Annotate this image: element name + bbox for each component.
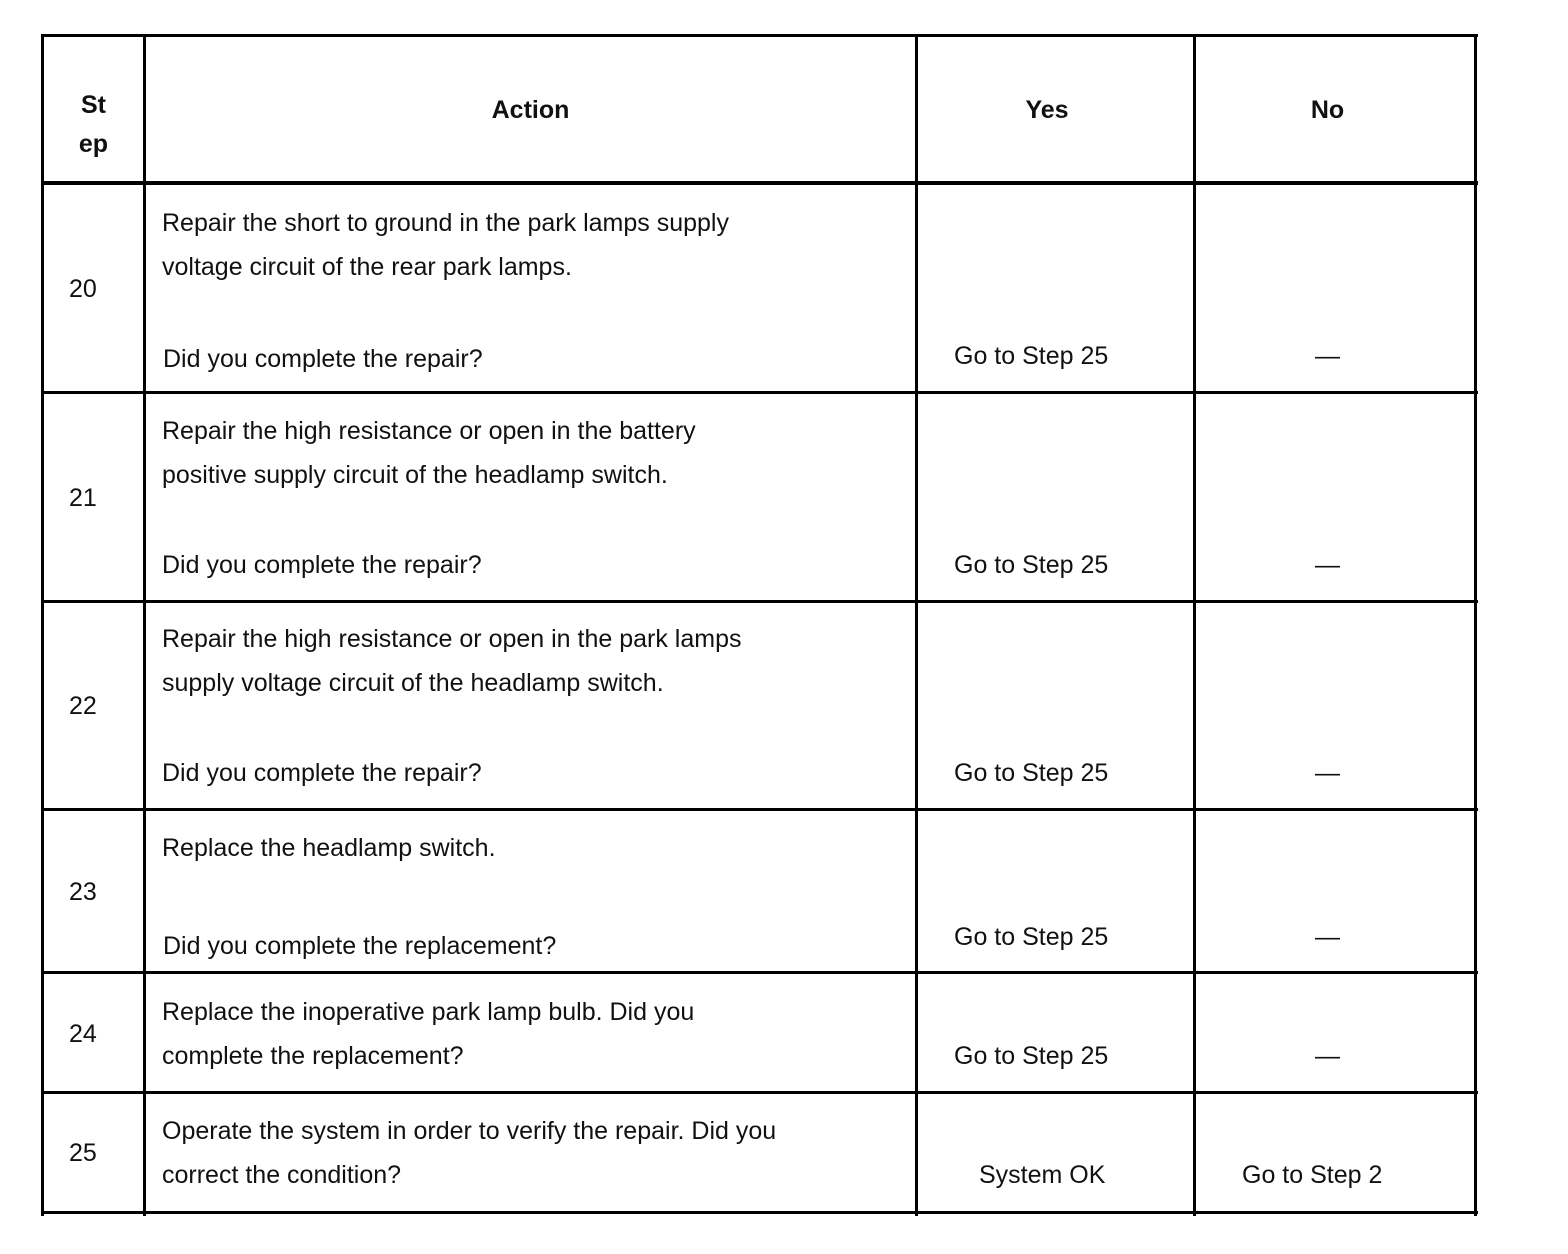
header-divider [41, 181, 1478, 185]
table-border-bottom [41, 1211, 1478, 1214]
table-border-top [41, 34, 1478, 37]
row-divider [41, 391, 1478, 394]
step-number: 24 [69, 1020, 97, 1048]
yes-result: Go to Step 25 [954, 923, 1109, 951]
no-result: — [1315, 759, 1340, 787]
column-divider [915, 35, 918, 1216]
header-step: St ep [78, 91, 109, 158]
yes-result: Go to Step 25 [954, 1042, 1109, 1070]
row-divider [41, 600, 1478, 603]
step-number: 25 [69, 1139, 97, 1167]
yes-result: System OK [979, 1161, 1106, 1189]
action-text: Replace the headlamp switch. [162, 834, 496, 862]
action-text: Repair the short to ground in the park lamps supply voltage circuit of the rear park lamps. [162, 209, 729, 281]
step-number: 22 [69, 692, 97, 720]
no-result: Go to Step 2 [1242, 1161, 1383, 1189]
header-no: No [1310, 96, 1345, 124]
row-divider [41, 1091, 1478, 1094]
header-yes: Yes [1025, 96, 1069, 124]
question-text: Did you complete the repair? [162, 551, 482, 579]
step-number: 20 [69, 275, 97, 303]
column-divider [143, 35, 146, 1216]
no-result: — [1315, 342, 1340, 370]
step-number: 21 [69, 484, 97, 512]
header-action: Action [491, 96, 570, 124]
no-result: — [1315, 1042, 1340, 1070]
question-text: Did you complete the replacement? [163, 932, 557, 960]
action-text: Replace the inoperative park lamp bulb. Did you complete the replacement? [162, 998, 695, 1070]
step-number: 23 [69, 878, 97, 906]
action-text: Repair the high resistance or open in the park lamps supply voltage circuit of the headlamp switch. [162, 625, 742, 697]
yes-result: Go to Step 25 [954, 759, 1109, 787]
action-text: Operate the system in order to verify the repair. Did you correct the condition? [162, 1117, 777, 1189]
row-divider [41, 808, 1478, 811]
yes-result: Go to Step 25 [954, 342, 1109, 370]
row-divider [41, 971, 1478, 974]
column-divider [1474, 35, 1477, 1216]
action-text: Repair the high resistance or open in the battery positive supply circuit of the headlamp switch. [162, 417, 696, 489]
column-divider [41, 35, 44, 1216]
no-result: — [1315, 551, 1340, 579]
question-text: Did you complete the repair? [163, 345, 483, 373]
yes-result: Go to Step 25 [954, 551, 1109, 579]
question-text: Did you complete the repair? [162, 759, 482, 787]
no-result: — [1315, 923, 1340, 951]
